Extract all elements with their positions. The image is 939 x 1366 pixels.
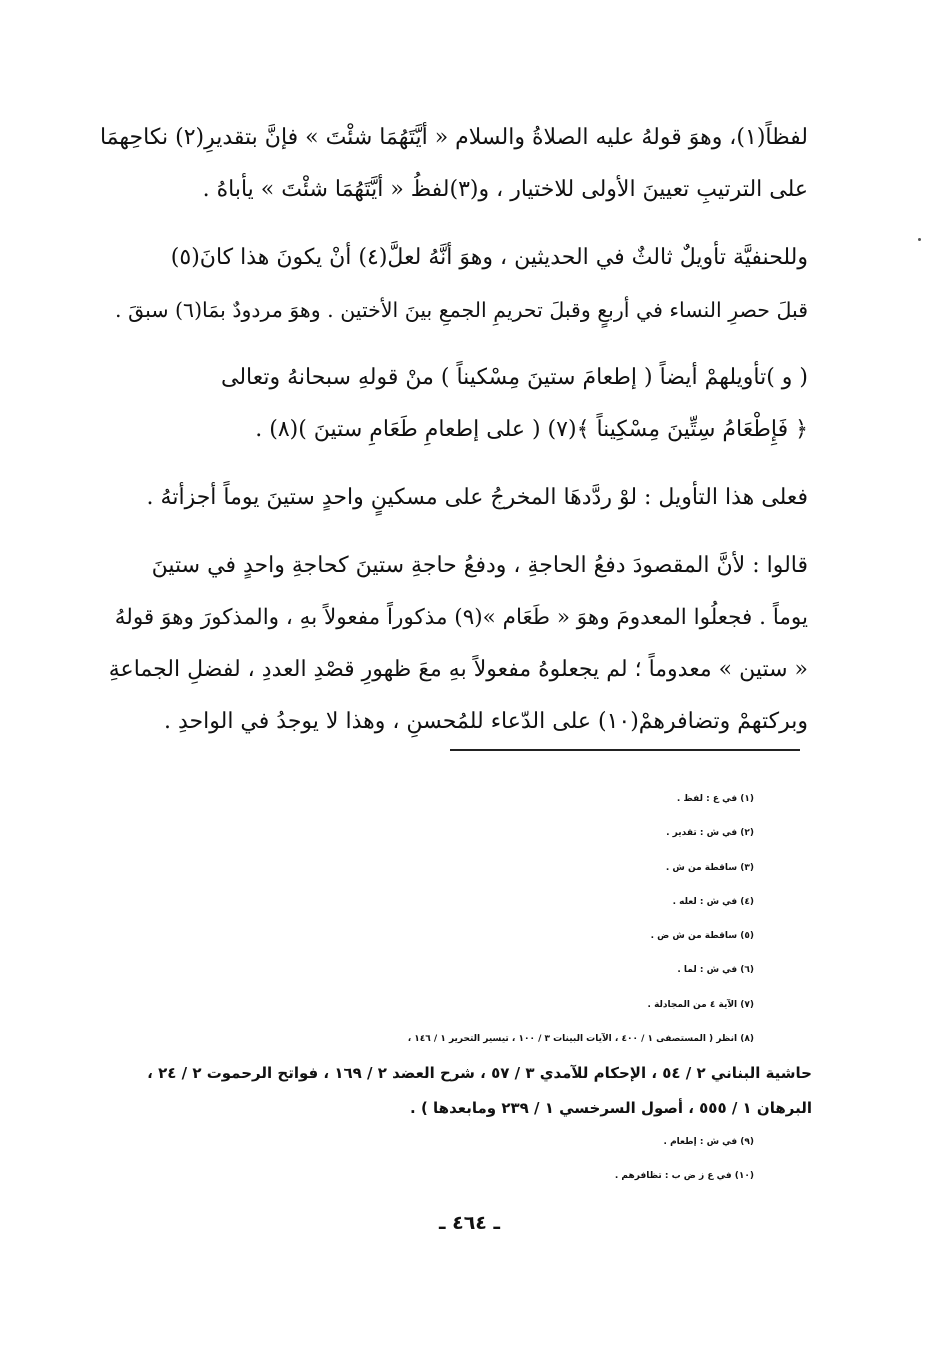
footnote: (٧) الآية ٤ من المجادلة . bbox=[647, 999, 754, 1010]
text-line: وبركتهمْ وتضافرهمْ(١٠) على الدّعاء للمُحسنِ ، وهذا لا يوجدُ في الواحدِ . bbox=[164, 709, 808, 734]
text-line: ( و )تأويلهمْ أيضاً ( إطعامَ ستينَ مِسْكيناً ) منْ قولهِ سبحانهُ وتعالى bbox=[221, 365, 808, 390]
footnote-divider bbox=[450, 749, 800, 751]
text-line: على الترتيبِ تعيينَ الأولى للاختيار ، و(٣)لفظُ « أيَّتَهُمَا شئْتَ » يأباهُ . bbox=[202, 177, 808, 202]
footnote: (٣) ساقطة من ش . bbox=[665, 862, 754, 873]
page-number: ـ ٤٦٤ ـ bbox=[438, 1212, 500, 1234]
text-line: قالوا : لأنَّ المقصودَ دفعُ الحاجةِ ، ودفعُ حاجةِ ستينَ كحاجةِ واحدٍ في ستينَ bbox=[151, 553, 808, 578]
text-line: لفظاً(١)، وهوَ قولهُ عليه الصلاةُ والسلام « أيَّتَهُمَا شئْتَ » فإنَّ بتقديرِ(٢) نكاحِهمَا bbox=[99, 125, 808, 150]
paragraph bbox=[100, 112, 808, 216]
footnote: (٨) انظر ( المستصفى ١ / ٤٠٠ ، الآيات البينات ٣ / ١٠٠ ، تيسير التحرير ١ / ١٤٦ ، bbox=[407, 1034, 754, 1045]
footnote: البرهان ١ / ٥٥٥ ، أصول السرخسي ١ / ٢٣٩ ومابعدها ) . bbox=[410, 1098, 812, 1117]
footnotes bbox=[104, 782, 812, 1194]
text-line: وللحنفيَّة تأويلٌ ثالثٌ في الحديثين ، وهوَ أنَّهُ لعلَّ(٤) أنْ يكونَ هذا كانَ(٥) bbox=[170, 245, 808, 270]
footnote: (١٠) في ع ز ض ب : تظافرهم . bbox=[614, 1171, 754, 1182]
text-line: يوماً . فجعلُوا المعدومَ وهوَ « طَعَام »(٩) مذكوراً مفعولاً بهِ ، والمذكورَ وهوَ قولهُ bbox=[114, 605, 808, 630]
footnote: (٥) ساقطة من ش ض . bbox=[650, 931, 754, 942]
text-line: قبلَ حصرِ النساء في أربعٍ وقبلَ تحريمِ الجمعِ بينَ الأختين . وهوَ مردودٌ بمَا(٦) سبقَ . bbox=[115, 298, 808, 322]
main-text bbox=[100, 112, 808, 764]
margin-dot bbox=[918, 238, 921, 241]
footnote: حاشية البناني ٢ / ٥٤ ، الإحكام للآمدي ٣ / ٥٧ ، شرح العضد ٢ / ١٦٩ ، فواتح الرحموت ٢ / ٢٤ ، bbox=[147, 1064, 812, 1083]
paragraph bbox=[100, 540, 808, 748]
footnote: (٤) في ش : لعله . bbox=[672, 896, 754, 907]
paragraph bbox=[100, 352, 808, 456]
text-line: فعلى هذا التأويل : لوْ ردَّدهَا المخرجُ على مسكينٍ واحدٍ ستينَ يوماً أجزأتهُ . bbox=[146, 485, 808, 510]
footnote: (١) في ع : لفظ . bbox=[676, 794, 754, 804]
footnote: (٦) في ش : لما . bbox=[677, 965, 754, 976]
paragraph bbox=[100, 232, 808, 336]
footnote: (٢) في ش : تقدير . bbox=[666, 828, 754, 839]
footnote: (٩) في ش : إطعام . bbox=[663, 1136, 754, 1147]
text-line: ﴿ فَإِطْعَامُ سِتِّينَ مِسْكِيناً ﴾(٧) ( على إطعامِ طَعَامِ ستينَ )(٨) . bbox=[255, 417, 808, 442]
paragraph bbox=[100, 472, 808, 524]
text-line: « ستين » معدوماً ؛ لم يجعلوهُ مفعولاً بهِ معَ ظهورِ قصْدِ العددِ ، لفضلِ الجماعةِ bbox=[108, 657, 808, 682]
